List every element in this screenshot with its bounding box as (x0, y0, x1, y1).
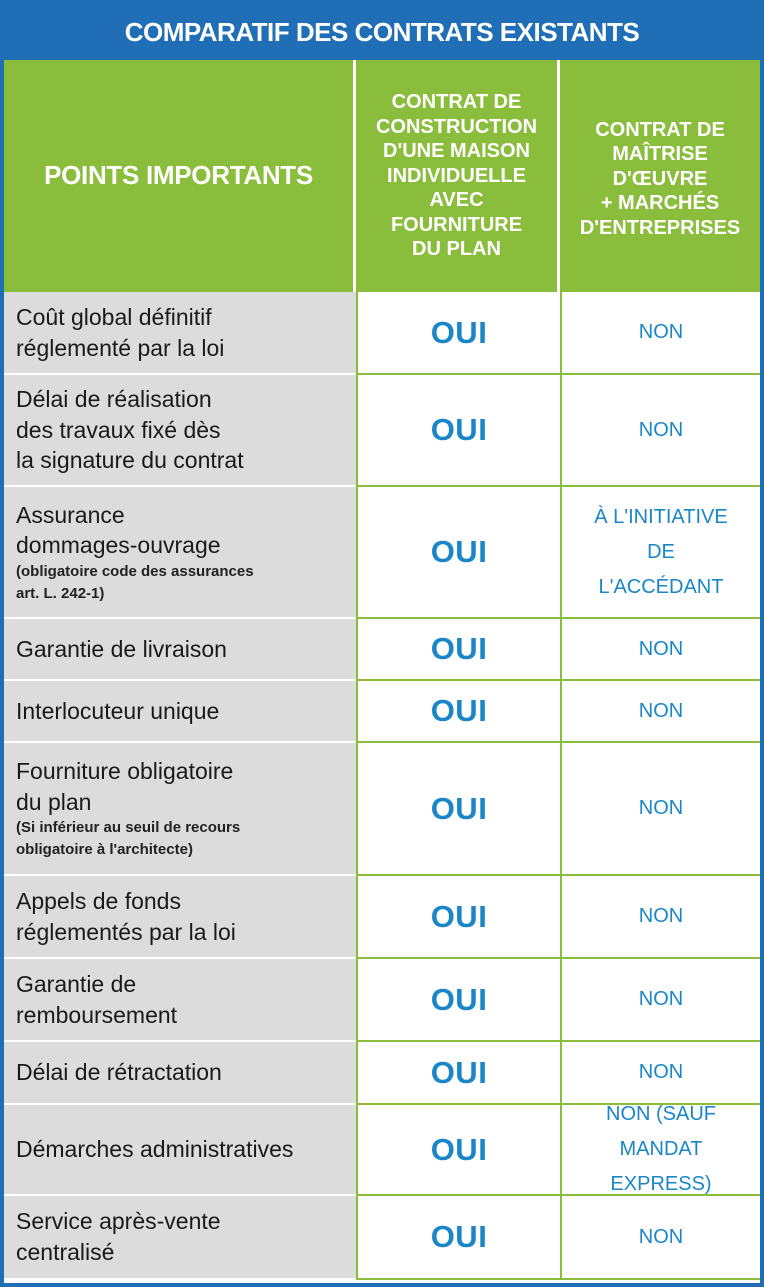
cell-construction (356, 743, 560, 876)
table-title: COMPARATIF DES CONTRATS EXISTANTS (124, 16, 640, 47)
cell-construction (356, 1042, 560, 1105)
header-points-label: POINTS IMPORTANTS (44, 160, 313, 191)
row-label-line: remboursement (16, 1001, 178, 1028)
row-label (4, 292, 356, 375)
row-label-line: la signature du contrat (16, 447, 244, 474)
value-oui: OUI (430, 1219, 488, 1254)
cell-construction (356, 1105, 560, 1196)
row-label (4, 619, 356, 681)
row-note-line: art. L. 242-1) (16, 584, 105, 602)
row-label-line: Service après-vente (16, 1208, 221, 1235)
row-label-line: réglementés par la loi (16, 918, 236, 945)
cell-maitrise (560, 743, 760, 876)
row-note-line: (Si inférieur au seuil de recours (16, 819, 241, 837)
cell-maitrise (560, 1105, 760, 1196)
value-oui: OUI (430, 412, 488, 447)
cell-maitrise (560, 619, 760, 681)
row-label-line: du plan (16, 788, 92, 815)
value-non: NON (638, 988, 684, 1010)
row-label (4, 487, 356, 619)
row-label (4, 959, 356, 1042)
cell-construction (356, 292, 560, 375)
row-label-line: réglementé par la loi (16, 334, 225, 361)
row-label-line: Garantie de livraison (16, 635, 227, 662)
value-oui: OUI (430, 693, 488, 728)
row-label-line: dommages-ouvrage (16, 532, 221, 559)
value-oui: OUI (430, 314, 488, 350)
value-non: NON (638, 699, 684, 722)
cell-maitrise (560, 1042, 760, 1105)
row-label (4, 375, 356, 487)
row-note-line: (obligatoire code des assurances (16, 562, 254, 580)
header-line: DU PLAN (412, 238, 501, 261)
value-non: NON (638, 1225, 684, 1248)
header-line: CONSTRUCTION (375, 115, 538, 138)
row-label-line: Démarches administratives (16, 1136, 294, 1163)
row-label-line: Assurance (16, 501, 125, 528)
row-label (4, 1042, 356, 1105)
row-label-line: Délai de réalisation (16, 386, 212, 413)
value-non: NON (638, 637, 684, 660)
header-line: D'ŒUVRE (612, 167, 708, 190)
value-non: NON (638, 797, 684, 819)
row-note-line: obligatoire à l'architecte) (16, 841, 193, 859)
cell-construction (356, 681, 560, 743)
value-non: NON (638, 418, 684, 441)
cell-maitrise (560, 292, 760, 375)
cell-maitrise (560, 959, 760, 1042)
value-oui: OUI (430, 631, 488, 666)
header-line: D'ENTREPRISES (579, 216, 741, 239)
cell-maitrise (560, 876, 760, 959)
row-label-line: centralisé (16, 1239, 115, 1265)
value-oui: OUI (430, 534, 488, 569)
value-non: NON (638, 905, 684, 927)
header-line: + MARCHÉS (600, 192, 720, 215)
value-oui: OUI (430, 898, 488, 934)
row-label-line: Fourniture obligatoire (16, 758, 234, 785)
cell-construction (356, 1196, 560, 1280)
value-non: NON (SAUF MANDAT EXPRESS) (606, 1103, 716, 1195)
row-label-line: Garantie de (16, 970, 137, 997)
row-label-line: Appels de fonds (16, 887, 181, 914)
header-line: AVEC (429, 189, 484, 212)
header-contrat-maitrise (560, 60, 760, 292)
cell-maitrise (560, 375, 760, 487)
cell-construction (356, 619, 560, 681)
row-label (4, 1105, 356, 1196)
row-label-line: des travaux fixé dès (16, 416, 221, 443)
table-grid (4, 60, 760, 1283)
header-contrat-construction (356, 60, 560, 292)
row-label (4, 1196, 356, 1280)
row-label (4, 743, 356, 876)
cell-construction (356, 375, 560, 487)
cell-maitrise (560, 487, 760, 619)
value-non: NON (638, 321, 684, 343)
row-label (4, 681, 356, 743)
value-oui: OUI (430, 790, 488, 826)
cell-construction (356, 487, 560, 619)
cell-maitrise (560, 681, 760, 743)
header-line: INDIVIDUELLE (387, 164, 526, 187)
cell-maitrise (560, 1196, 760, 1280)
cell-construction (356, 876, 560, 959)
header-line: MAÎTRISE (612, 143, 708, 166)
header-line: CONTRAT DE (391, 90, 522, 113)
value-oui: OUI (430, 1131, 488, 1167)
header-line: D'UNE MAISON (383, 140, 530, 163)
value-oui: OUI (430, 981, 488, 1017)
value-oui: OUI (430, 1054, 488, 1090)
value-non: À L'INITIATIVE DE L'ACCÉDANT (594, 505, 728, 598)
row-label-line: Coût global définitif (16, 303, 212, 330)
row-label-line: Interlocuteur unique (16, 697, 220, 724)
header-points (4, 60, 356, 292)
row-label (4, 876, 356, 959)
header-line: CONTRAT DE (595, 118, 725, 141)
row-label-line: Délai de rétractation (16, 1059, 222, 1086)
value-non: NON (638, 1061, 684, 1083)
cell-construction (356, 959, 560, 1042)
header-line: FOURNITURE (390, 213, 523, 236)
